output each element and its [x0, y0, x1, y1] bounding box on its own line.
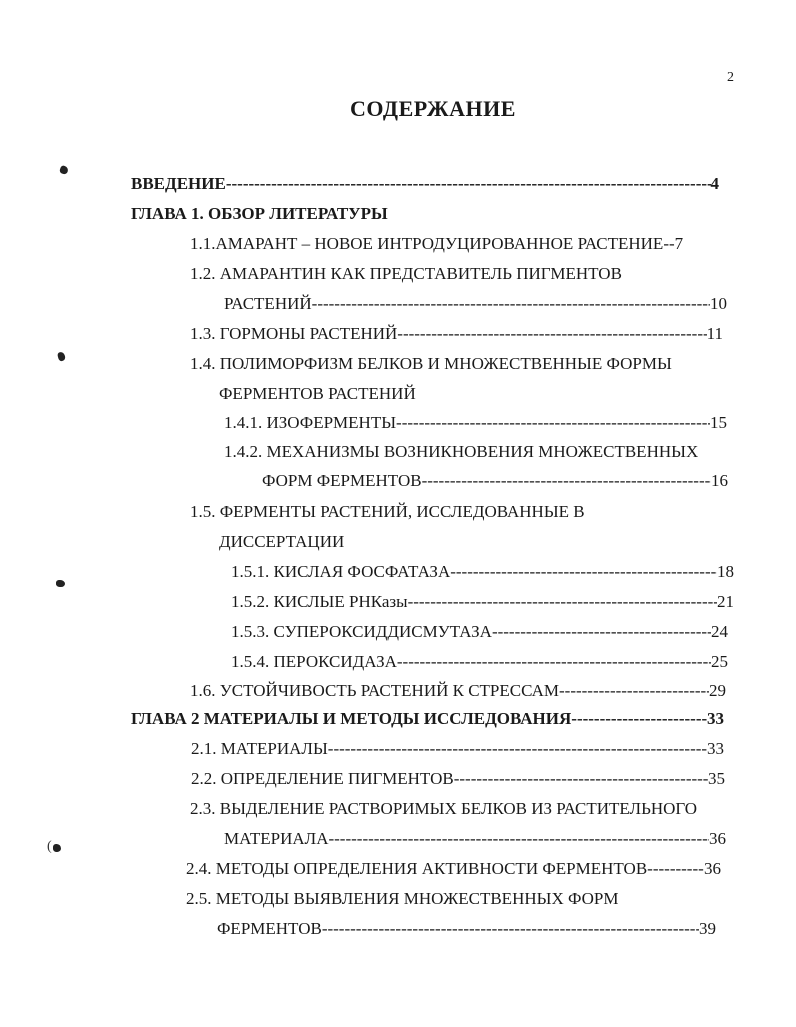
toc-entry[interactable] — [224, 441, 698, 463]
scan-speck — [59, 165, 69, 175]
toc-entry-page: 36 — [709, 829, 726, 848]
toc-leader — [397, 651, 711, 673]
scan-speck — [57, 351, 66, 362]
toc-leader: -- — [663, 234, 675, 253]
toc-entry-title: 1.5.2. КИСЛЫЕ РНКазы — [231, 592, 408, 611]
toc-entry-title: 1.5.4. ПЕРОКСИДАЗА — [231, 652, 397, 671]
toc-leader — [647, 858, 704, 880]
toc-entry-title: ДИССЕРТАЦИИ — [219, 532, 345, 551]
toc-entry[interactable] — [190, 501, 585, 523]
toc-entry-page: 33 — [707, 709, 724, 728]
toc-entry-page: 18 — [717, 562, 734, 581]
toc-entry[interactable] — [224, 293, 727, 315]
toc-entry[interactable] — [191, 738, 724, 760]
toc-entry[interactable] — [131, 203, 388, 225]
page-number: 2 — [727, 70, 734, 85]
toc-entry-page: 33 — [707, 739, 724, 758]
toc-entry-title: ВВЕДЕНИЕ — [131, 174, 226, 193]
toc-entry[interactable] — [190, 263, 622, 285]
toc-entry-page: 39 — [699, 919, 716, 938]
toc-entry-page: 36 — [704, 859, 721, 878]
toc-entry-page: 16 — [711, 471, 728, 490]
toc-entry-title: 2.4. МЕТОДЫ ОПРЕДЕЛЕНИЯ АКТИВНОСТИ ФЕРМЕНТОВ — [186, 859, 648, 878]
toc-leader — [226, 173, 711, 195]
toc-leader — [396, 412, 710, 434]
toc-entry[interactable] — [186, 888, 618, 910]
toc-entry-page: 4 — [710, 174, 719, 193]
toc-entry-title: 1.1.АМАРАНТ – НОВОЕ ИНТРОДУЦИРОВАННОЕ РАСТЕНИЕ — [190, 234, 664, 253]
toc-entry-title: 1.3. ГОРМОНЫ РАСТЕНИЙ — [190, 324, 398, 343]
scan-speck — [56, 580, 65, 587]
toc-entry-title: 1.5.1. КИСЛАЯ ФОСФАТАЗА — [231, 562, 451, 581]
toc-entry[interactable] — [190, 323, 723, 345]
toc-entry-page: 25 — [711, 652, 728, 671]
toc-leader — [322, 918, 699, 940]
toc-leader — [571, 708, 707, 730]
toc-entry-title: 1.6. УСТОЙЧИВОСТЬ РАСТЕНИЙ К СТРЕССАМ — [190, 681, 559, 700]
toc-leader — [328, 738, 707, 760]
toc-entry-title: 1.4.2. МЕХАНИЗМЫ ВОЗНИКНОВЕНИЯ МНОЖЕСТВЕННЫХ — [224, 442, 699, 461]
toc-entry[interactable] — [231, 621, 728, 643]
toc-entry[interactable] — [217, 918, 716, 940]
toc-entry-title: 2.5. МЕТОДЫ ВЫЯВЛЕНИЯ МНОЖЕСТВЕННЫХ ФОРМ — [186, 889, 619, 908]
toc-entry[interactable] — [224, 828, 726, 850]
toc-entry-title: ФОРМ ФЕРМЕНТОВ — [262, 471, 422, 490]
toc-entry-title: 1.2. АМАРАНТИН КАК ПРЕДСТАВИТЕЛЬ ПИГМЕНТОВ — [190, 264, 622, 283]
toc-entry-title: 1.5.3. СУПЕРОКСИДДИСМУТАЗА — [231, 622, 492, 641]
toc-entry[interactable] — [231, 651, 728, 673]
toc-entry-title: 1.4. ПОЛИМОРФИЗМ БЕЛКОВ И МНОЖЕСТВЕННЫЕ ФОРМЫ — [190, 354, 672, 373]
toc-entry-title: 2.2. ОПРЕДЕЛЕНИЕ ПИГМЕНТОВ — [191, 769, 454, 788]
toc-entry-page: 15 — [710, 413, 727, 432]
toc-entry[interactable] — [190, 798, 697, 820]
toc-entry-title: ФЕРМЕНТОВ — [217, 919, 322, 938]
toc-entry-title: 1.5. ФЕРМЕНТЫ РАСТЕНИЙ, ИССЛЕДОВАННЫЕ В — [190, 502, 585, 521]
scan-speck: ( — [47, 839, 52, 854]
toc-entry[interactable] — [262, 470, 728, 492]
toc-entry-title: 2.1. МАТЕРИАЛЫ — [191, 739, 328, 758]
toc-entry[interactable] — [131, 708, 724, 730]
toc-entry[interactable] — [231, 591, 734, 613]
scan-speck — [53, 844, 61, 852]
toc-entry-title: РАСТЕНИЙ — [224, 294, 312, 313]
toc-leader — [328, 828, 709, 850]
toc-leader — [397, 323, 706, 345]
toc-entry[interactable] — [131, 173, 719, 195]
toc-entry[interactable] — [191, 768, 725, 790]
toc-entry[interactable] — [231, 561, 734, 583]
toc-entry[interactable] — [190, 680, 726, 702]
toc-entry-page: 11 — [706, 324, 723, 343]
toc-entry-page: 10 — [710, 294, 727, 313]
toc-leader — [408, 591, 717, 613]
toc-leader — [450, 561, 717, 583]
toc-entry-title: ГЛАВА 2 МАТЕРИАЛЫ И МЕТОДЫ ИССЛЕДОВАНИЯ — [131, 709, 572, 728]
toc-entry-title: ГЛАВА 1. ОБЗОР ЛИТЕРАТУРЫ — [131, 204, 388, 223]
toc-entry-title: МАТЕРИАЛА — [224, 829, 329, 848]
toc-leader — [312, 293, 710, 315]
toc-leader — [454, 768, 708, 790]
toc-entry[interactable] — [219, 383, 416, 405]
page-title: СОДЕРЖАНИЕ — [350, 96, 516, 121]
toc-entry[interactable] — [190, 233, 683, 255]
toc-entry-page: 21 — [717, 592, 734, 611]
toc-entry-page: 24 — [711, 622, 728, 641]
toc-entry[interactable] — [219, 531, 344, 553]
toc-leader — [422, 470, 711, 492]
toc-entry[interactable] — [190, 353, 672, 375]
toc-entry-page: 29 — [709, 681, 726, 700]
toc-entry-title: 2.3. ВЫДЕЛЕНИЕ РАСТВОРИМЫХ БЕЛКОВ ИЗ РАСТИТЕЛЬНОГО — [190, 799, 698, 818]
toc-leader — [559, 680, 709, 702]
toc-entry-title: 1.4.1. ИЗОФЕРМЕНТЫ — [224, 413, 397, 432]
toc-entry-title: ФЕРМЕНТОВ РАСТЕНИЙ — [219, 384, 416, 403]
toc-leader — [492, 621, 711, 643]
toc-entry-page: 35 — [708, 769, 725, 788]
toc-entry-page: 7 — [674, 234, 684, 253]
toc-entry[interactable] — [224, 412, 727, 434]
toc-entry[interactable] — [186, 858, 721, 880]
